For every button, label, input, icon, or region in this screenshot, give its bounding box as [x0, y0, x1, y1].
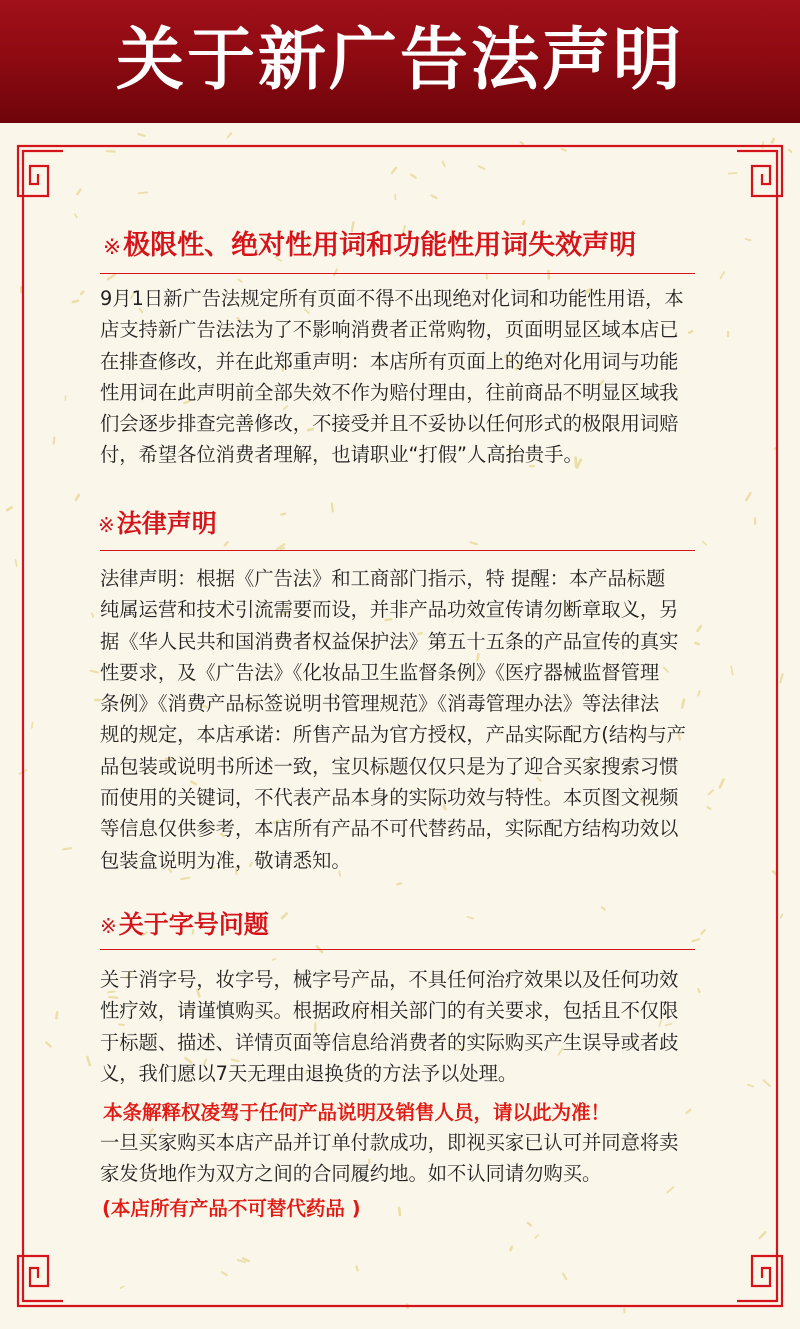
paragraph-line: 于标题、描述、详情页面等信息给消费者的实际购买产生误导或者歧 [100, 1030, 679, 1054]
paragraph-line: 关于消字号，妆字号，械字号产品，不具任何治疗效果以及任何功效 [100, 968, 679, 991]
reference-mark-icon: ※ [103, 235, 122, 260]
paragraph-line: 法律声明：根据《广告法》和工商部门指示，特 提醒：本产品标题 [100, 567, 666, 590]
reference-mark-icon: ※ [100, 914, 117, 938]
section-divider [100, 273, 695, 274]
license-numbers-paragraph [100, 964, 700, 1089]
paragraph-line: 9月1日新广告法规定所有页面不得不出现绝对化词和功能性用语，本 [100, 287, 684, 310]
paragraph-line: 一旦买家购买本店产品并订单付款成功，即视买家已认可并同意将卖 [100, 1131, 679, 1154]
section-divider [100, 949, 695, 950]
section-title-text: 法律声明 [116, 509, 217, 538]
paragraph-line: 包装盒说明为准，敬请悉知。 [100, 848, 351, 872]
paragraph-line: 规的规定，本店承诺：所售产品为官方授权，产品实际配方(结构与产 [100, 723, 686, 747]
reference-mark-icon: ※ [98, 513, 115, 537]
section-title-license-numbers [100, 912, 269, 937]
paragraph-line: 性疗效，请谨慎购买。根据政府相关部门的有关要求，包括且不仅限 [100, 999, 679, 1023]
page-header [0, 0, 800, 123]
not-medicine-notice: (本店所有产品不可替代药品 ) [102, 1197, 361, 1220]
purchase-agreement-paragraph [100, 1127, 700, 1190]
paragraph-line: 性要求，及《广告法》《化妆品卫生监督条例》《医疗器械监督管理 [100, 660, 660, 684]
corner-ornament-top-right [732, 146, 782, 196]
paragraph-line: 付，希望各位消费者理解，也请职业“打假”人高抬贵手。 [100, 443, 583, 467]
paragraph-line: 义，我们愿以7天无理由退换货的方法予以处理。 [100, 1061, 518, 1085]
corner-ornament-bottom-right [732, 1256, 782, 1306]
section-title-text: 关于字号问题 [118, 910, 269, 939]
statement-panel [0, 123, 800, 1329]
paragraph-line: 家发货地作为双方之间的合同履约地。如不认同请勿购买。 [100, 1162, 602, 1186]
section-title-text: 极限性、绝对性用词和功能性用词失效声明 [123, 230, 637, 261]
page-title: 关于新广告法声明 [115, 20, 684, 100]
absolute-terms-paragraph [100, 283, 700, 471]
paragraph-line: 等信息仅供参考，本店所有产品不可代替药品，实际配方结构功效以 [100, 817, 679, 841]
paragraph-line: 纯属运营和技术引流需要而设，并非产品功效宣传请勿断章取义，另 [100, 598, 679, 622]
paragraph-line: 们会逐步排查完善修改，不接受并且不妥协以任何形式的极限用词赔 [100, 412, 679, 436]
interpretation-rights-notice: 本条解释权凌驾于任何产品说明及销售人员，请以此为准！ [103, 1101, 611, 1124]
paragraph-line: 品包装或说明书所述一致，宝贝标题仅仅只是为了迎合买家搜索习惯 [100, 754, 679, 778]
paragraph-line: 据《华人民共和国消费者权益保护法》第五十五条的产品宣传的真实 [100, 629, 679, 653]
paragraph-line: 条例》《消费产品标签说明书管理规范》《消毒管理办法》等法律法 [100, 692, 660, 716]
paragraph-line: 而使用的关键词，不代表产品本身的实际功效与特性。本页图文视频 [100, 786, 679, 810]
paragraph-line: 在排查修改，并在此郑重声明：本店所有页面上的绝对化用词与功能 [100, 349, 679, 373]
section-divider [100, 550, 695, 551]
paragraph-line: 性用词在此声明前全部失效不作为赔付理由，往前商品不明显区域我 [100, 380, 679, 404]
section-title-legal [98, 511, 217, 536]
legal-paragraph [100, 563, 700, 876]
corner-ornament-bottom-left [18, 1256, 68, 1306]
paragraph-line: 店支持新广告法法为了不影响消费者正常购物，页面明显区域本店已 [100, 318, 679, 342]
section-title-absolute-terms [103, 232, 636, 259]
corner-ornament-top-left [18, 146, 68, 196]
